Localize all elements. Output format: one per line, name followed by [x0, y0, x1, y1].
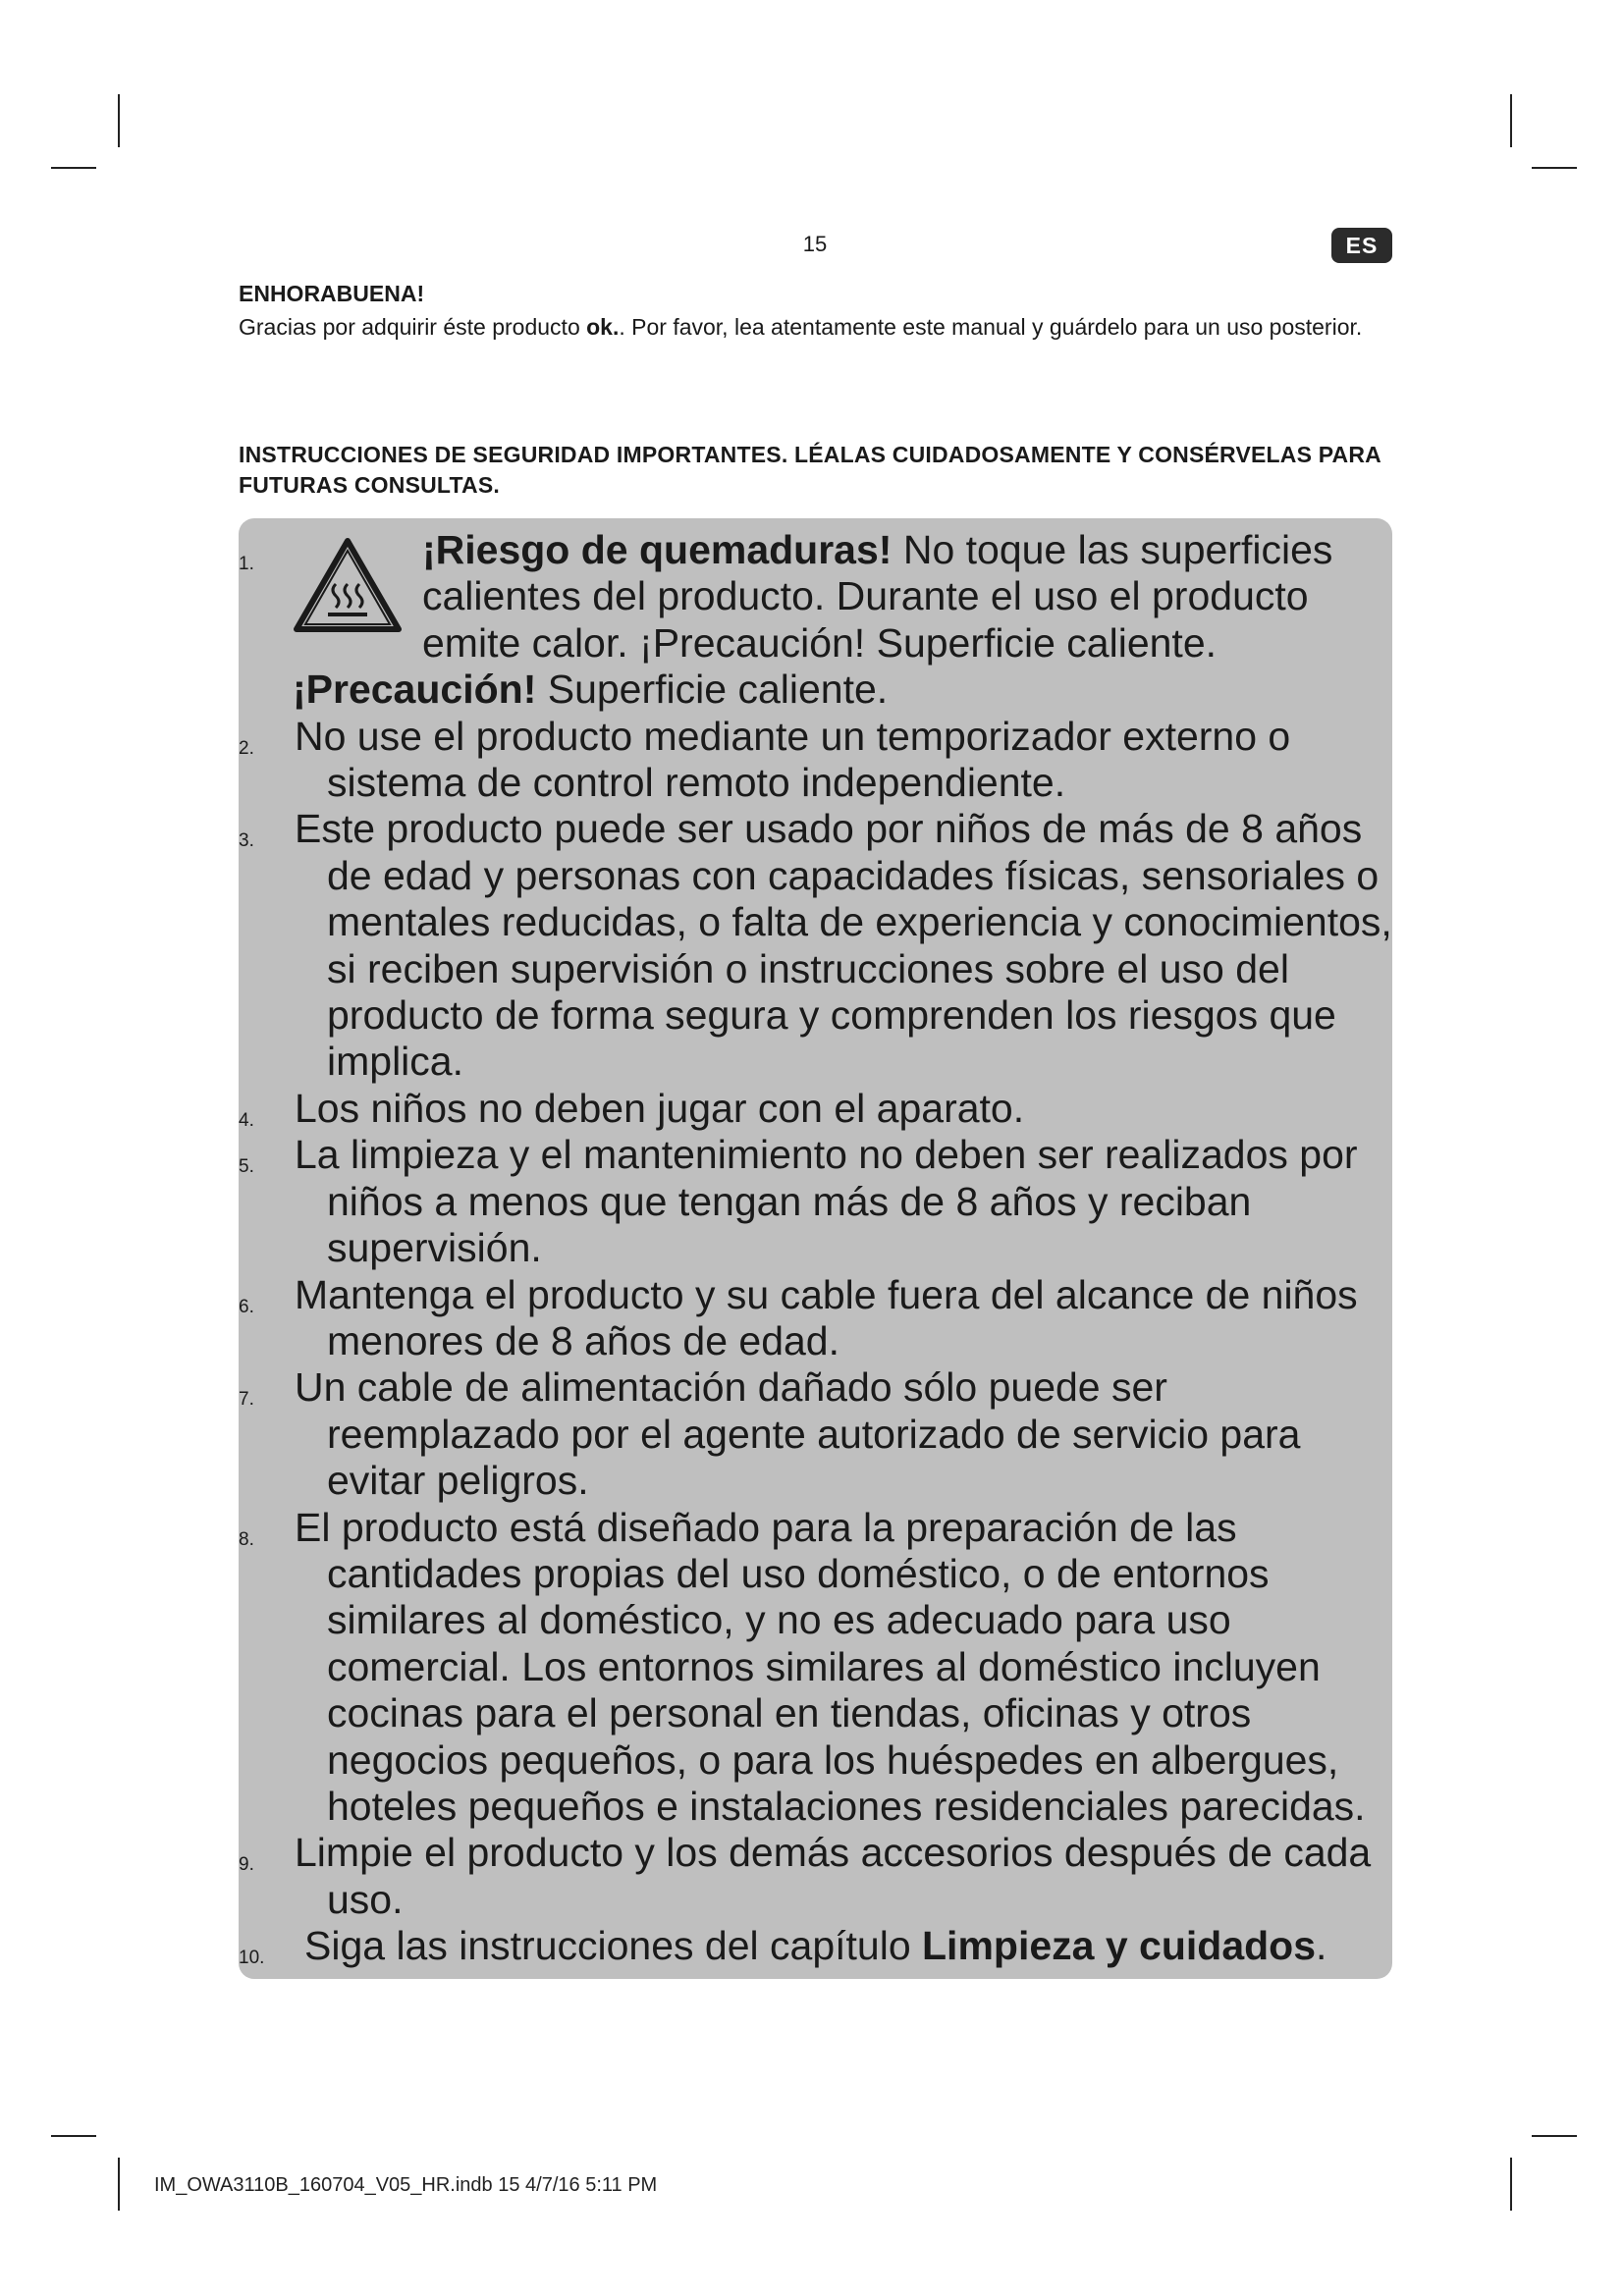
item-number: 3. [239, 830, 254, 852]
chapter-reference: Limpieza y cuidados [922, 1923, 1317, 1969]
item-number: 10. [239, 1948, 265, 1969]
item-number: 1. [239, 554, 254, 574]
crop-mark [51, 167, 96, 169]
hot-surface-warning-icon [293, 537, 403, 635]
list-item-9: 9. Limpie el producto y los demás accesorios después de cada uso. [239, 1830, 1372, 1922]
safety-list [239, 527, 1392, 1970]
item-number: 9. [239, 1854, 254, 1876]
list-item-10: 10. Siga las instrucciones del capítulo Limpieza y cuidados. [239, 1923, 1392, 1969]
item-text: ¡Riesgo de quemaduras! No toque las superficies calientes del producto. Durante el uso el producto emite calor. ¡Precaución! Superficie caliente. [422, 527, 1333, 666]
item-number: 6. [239, 1296, 254, 1317]
list-item-3: 3. Este producto puede ser usado por niños de más de 8 años de edad y personas con capacidades físicas, sensoriales o mentales reducidas, o falta de experiencia y conocimientos, si reciben supervisión o instrucciones sobre el uso del producto de forma segura y comprenden los riesgos que implica. [239, 806, 1392, 1085]
list-item-8: 8. El producto está diseñado para la preparación de las cantidades propias del uso doméstico, o de entornos similares al doméstico, y no es adecuado para uso comercial. Los entornos similares al doméstico incluyen cocinas para el personal en tiendas, oficinas y otros negocios pequeños, o para los huéspedes en albergues, hoteles pequeños e instalaciones residenciales parecidas. [239, 1504, 1366, 1829]
item-text-continued: ¡Precaución! Superficie caliente. [293, 667, 889, 713]
item-number: 7. [239, 1389, 254, 1411]
safety-heading: INSTRUCCIONES DE SEGURIDAD IMPORTANTES. LÉALAS CUIDADOSAMENTE Y CONSÉRVELAS PARA FUTURAS CONSULTAS. [239, 442, 1381, 498]
item-number: 5. [239, 1156, 254, 1178]
crop-mark [118, 94, 120, 147]
language-badge: ES [1331, 228, 1392, 263]
item-number: 2. [239, 737, 254, 759]
crop-mark [1510, 2158, 1512, 2211]
crop-mark [118, 2158, 120, 2211]
congrats-title: ENHORABUENA! [239, 281, 425, 306]
crop-mark [1532, 167, 1577, 169]
list-item-5: 5. La limpieza y el mantenimiento no deben ser realizados por niños a menos que tengan más de 8 años y reciban supervisión. [239, 1132, 1358, 1271]
page-number: 15 [802, 232, 828, 256]
crop-mark [51, 2135, 96, 2137]
intro-text: Gracias por adquirir éste producto ok.. Por favor, lea atentamente este manual y guárdelo para un uso posterior. [239, 314, 1363, 340]
print-footer: IM_OWA3110B_160704_V05_HR.indb 15 4/7/16 5:11 PM [154, 2174, 658, 2196]
item-number: 8. [239, 1528, 254, 1550]
item-number: 4. [239, 1109, 254, 1131]
list-item-4: 4. Los niños no deben jugar con el aparato. [239, 1086, 1392, 1132]
list-item-2: 2. No use el producto mediante un temporizador externo o sistema de control remoto independiente. [239, 713, 1291, 806]
list-item-1 [239, 527, 1392, 714]
list-item-7: 7. Un cable de alimentación dañado sólo puede ser reemplazado por el agente autorizado de servicio para evitar peligros. [239, 1364, 1301, 1504]
crop-mark [1510, 94, 1512, 147]
brand-name: ok. [586, 314, 620, 340]
list-item-6: 6. Mantenga el producto y su cable fuera del alcance de niños menores de 8 años de edad. [239, 1271, 1358, 1363]
crop-mark [1532, 2135, 1577, 2137]
